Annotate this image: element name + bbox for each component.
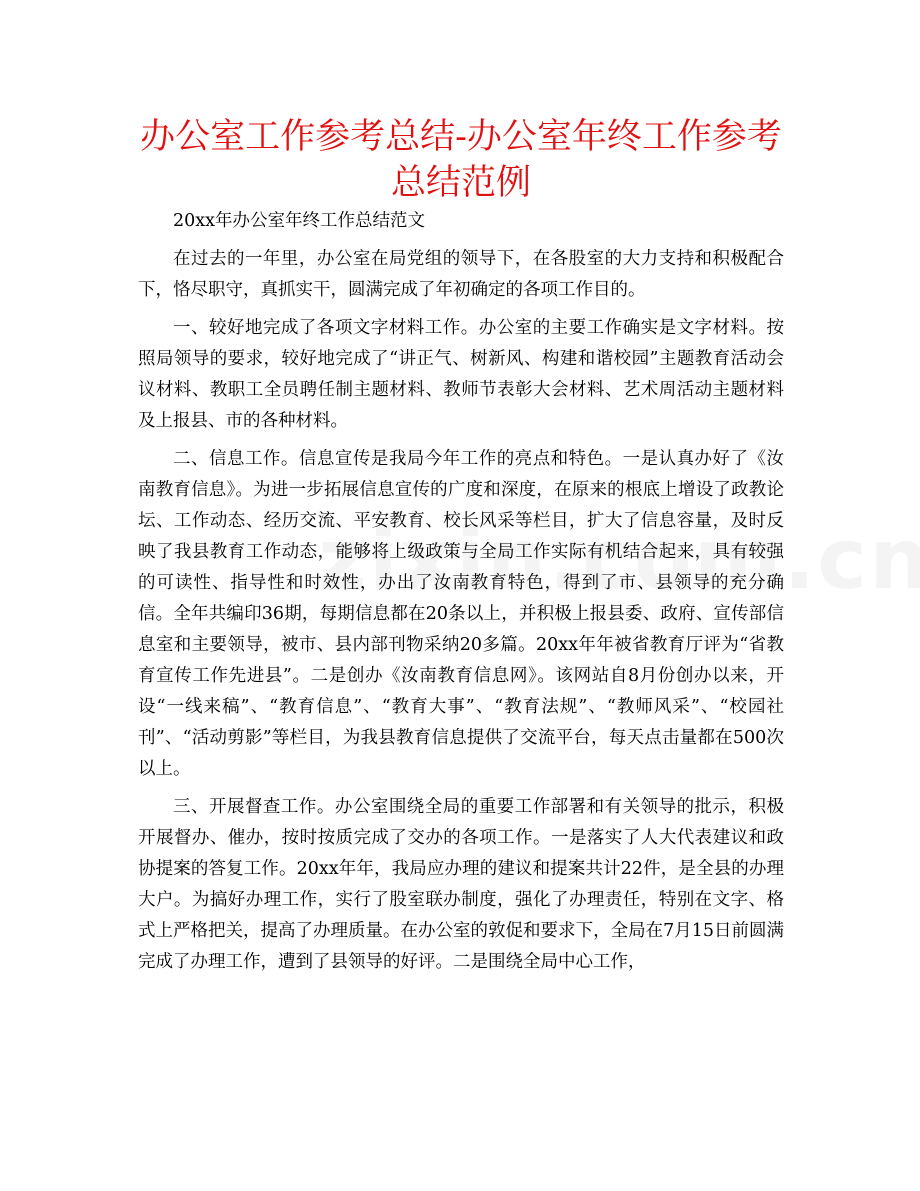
document-subtitle: 20xx年办公室年终工作总结范文 bbox=[173, 211, 426, 231]
paragraph-section-1: 一、较好地完成了各项文字材料工作。办公室的主要工作确实是文字材料。按照局领导的要求，较好地完成了“讲正气、树新风、构建和谐校园”主题教育活动会议材料、教职工全员聘任制主题材料、教师节表彰大会材料、艺术周活动主题材料及上报县、市的各种材料。 bbox=[138, 318, 784, 431]
paragraph-section-2: 二、信息工作。信息宣传是我局今年工作的亮点和特色。一是认真办好了《汝南教育信息》。为进一步拓展信息宣传的广度和深度，在原来的根底上增设了政教论坛、工作动态、经历交流、平安教育、校长风采等栏目，扩大了信息容量，及时反映了我县教育工作动态，能够将上级政策与全局工作实际有机结合起来，具有较强的可读性、指导性和时效性，办出了汝南教育特色，得到了市、县领导的充分确信。全年共编印36期，每期信息都在20条以上，并积极上报县委、政府、宣传部信息室和主要领导，被市、县内部刊物采纳20多篇。20xx年年被省教育厅评为“省教育宣传工作先进县”。二是创办《汝南教育信息网》。该网站自8月份创办以来，开设“一线来稿”、“教育信息”、“教育大事”、“教育法规”、“教师风采”、“校园社刊”、“活动剪影”等栏目，为我县教育信息提供了交流平台，每天点击量都在500次以上。 bbox=[138, 449, 784, 779]
paragraph-section-3: 三、开展督查工作。办公室围绕全局的重要工作部署和有关领导的批示，积极开展督办、催办，按时按质完成了交办的各项工作。一是落实了人大代表建议和政协提案的答复工作。20xx年年，我局应办理的建议和提案共计22件，是全县的办理大户。为搞好办理工作，实行了股室联办制度，强化了办理责任，特别在文字、格式上严格把关，提高了办理质量。在办公室的敦促和要求下，全局在7月15日前圆满完成了办理工作，遭到了县领导的好评。二是围绕全局中心工作， bbox=[138, 797, 784, 972]
document-body bbox=[138, 206, 784, 985]
paragraph-intro: 在过去的一年里，办公室在局党组的领导下，在各股室的大力支持和积极配合下，恪尽职守，真抓实干，圆满完成了年初确定的各项工作目的。 bbox=[138, 249, 784, 300]
document-title: 办公室工作参考总结-办公室年终工作参考总结范例 bbox=[140, 117, 782, 203]
